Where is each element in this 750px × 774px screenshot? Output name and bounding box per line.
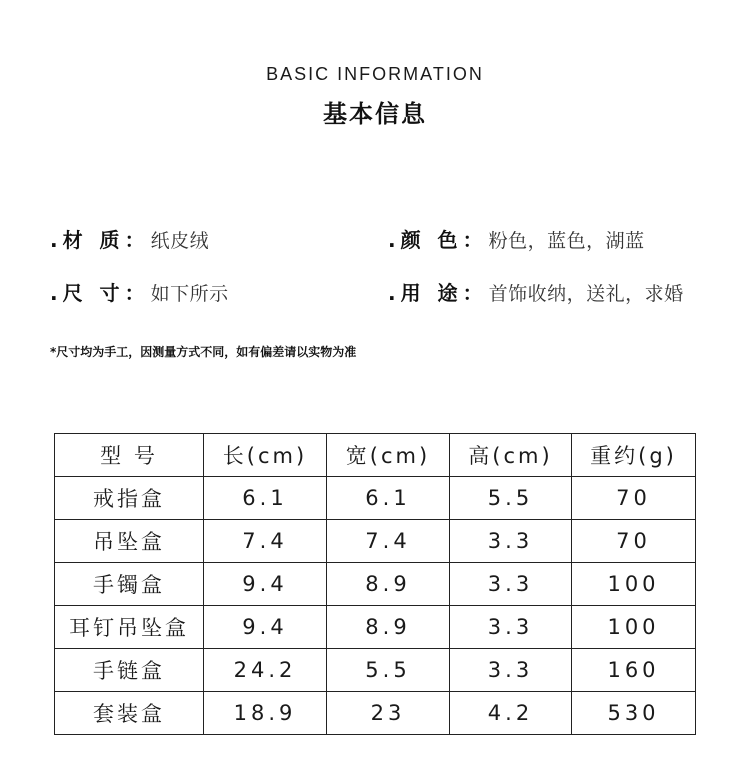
cell-model: 戒指盒 <box>55 477 204 520</box>
info-size-colon: ： <box>124 281 145 305</box>
header-model: 型 号 <box>55 434 204 477</box>
cell-weight: 100 <box>572 606 696 649</box>
cell-length: 7.4 <box>204 520 327 563</box>
cell-height: 5.5 <box>450 477 572 520</box>
info-color <box>388 226 645 255</box>
cell-height: 3.3 <box>450 649 572 692</box>
cell-width: 23 <box>327 692 450 735</box>
header-length: 长(cm) <box>204 434 327 477</box>
info-color-value: 粉色，蓝色，湖蓝 <box>488 230 645 252</box>
info-size <box>50 279 229 308</box>
cell-length: 6.1 <box>204 477 327 520</box>
cell-model: 吊坠盒 <box>55 520 204 563</box>
title-chinese: 基本信息 <box>323 100 427 128</box>
cell-length: 9.4 <box>204 563 327 606</box>
measurement-note: *尺寸均为手工，因测量方式不同，如有偏差请以实物为准 <box>50 345 357 359</box>
info-material-label: .材 质 <box>50 228 125 252</box>
cell-length: 18.9 <box>204 692 327 735</box>
cell-width: 8.9 <box>327 563 450 606</box>
info-color-label: .颜 色 <box>388 228 463 252</box>
info-material-colon: ： <box>124 228 145 252</box>
cell-length: 24.2 <box>204 649 327 692</box>
cell-length: 9.4 <box>204 606 327 649</box>
table-row <box>55 692 696 735</box>
spec-table <box>54 433 696 735</box>
header-width: 宽(cm) <box>327 434 450 477</box>
info-usage <box>388 279 684 308</box>
cell-model: 套装盒 <box>55 692 204 735</box>
info-size-value: 如下所示 <box>150 283 229 305</box>
cell-model: 手镯盒 <box>55 563 204 606</box>
cell-model: 手链盒 <box>55 649 204 692</box>
cell-model: 耳钉吊坠盒 <box>55 606 204 649</box>
header-height: 高(cm) <box>450 434 572 477</box>
cell-width: 6.1 <box>327 477 450 520</box>
info-material-value: 纸皮绒 <box>150 230 210 252</box>
info-material <box>50 226 209 255</box>
table-row <box>55 606 696 649</box>
cell-height: 3.3 <box>450 520 572 563</box>
cell-weight: 100 <box>572 563 696 606</box>
header-weight: 重约(g) <box>572 434 696 477</box>
cell-width: 7.4 <box>327 520 450 563</box>
cell-weight: 530 <box>572 692 696 735</box>
info-usage-colon: ： <box>462 281 483 305</box>
table-row <box>55 520 696 563</box>
title-english: BASIC INFORMATION <box>266 64 484 84</box>
info-color-colon: ： <box>462 228 483 252</box>
cell-weight: 160 <box>572 649 696 692</box>
table-row <box>55 649 696 692</box>
info-size-label: .尺 寸 <box>50 281 125 305</box>
info-usage-label: .用 途 <box>388 281 463 305</box>
cell-height: 4.2 <box>450 692 572 735</box>
table-row <box>55 563 696 606</box>
cell-weight: 70 <box>572 477 696 520</box>
cell-weight: 70 <box>572 520 696 563</box>
table-row <box>55 477 696 520</box>
cell-height: 3.3 <box>450 606 572 649</box>
cell-width: 8.9 <box>327 606 450 649</box>
cell-width: 5.5 <box>327 649 450 692</box>
info-usage-value: 首饰收纳，送礼，求婚 <box>488 283 684 305</box>
cell-height: 3.3 <box>450 563 572 606</box>
table-header-row <box>55 434 696 477</box>
